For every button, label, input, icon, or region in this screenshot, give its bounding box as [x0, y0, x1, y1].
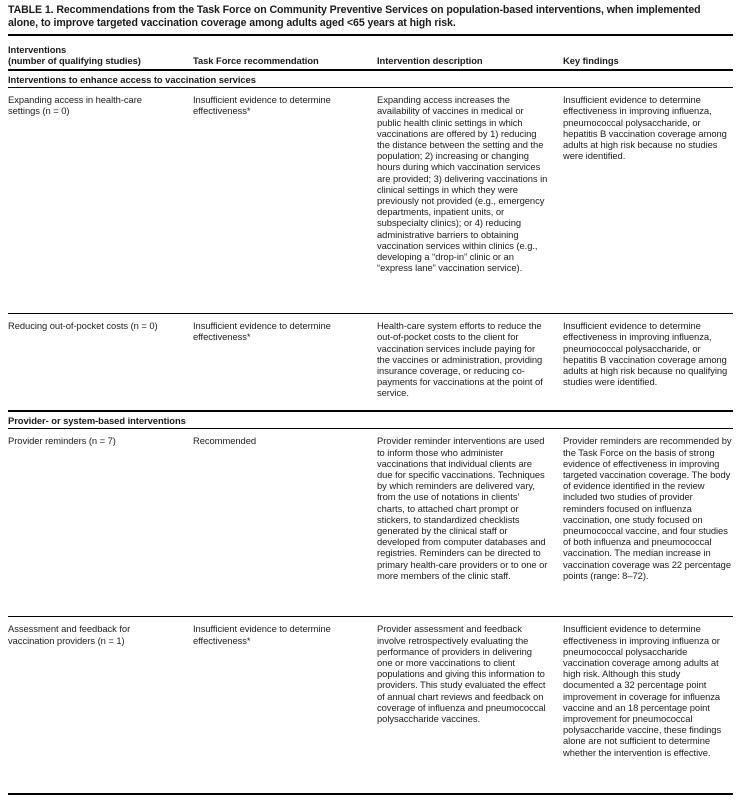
cell-description: Provider reminder interventions are used to inform those who administer vaccinations that individual clients are due for specific vaccinations. Techniques by which reminders are delivered vary, from the use of notations in clients’ charts, to attached chart prompt or stickers, to standardized checklists generated by the clinical staff or developed from computer databases and registries. Reminders can be directed to primary health-care providers or to one or more members of the clinic staff.	[377, 435, 548, 581]
table-row	[8, 88, 733, 313]
cell-description: Expanding access increases the availability of vaccines in medical or public health clinic settings in which vaccinations are offered by 1) reducing the distance between the setting and the population; 2) increasing or changing hours during which vaccination services are provided; 3) delivering vaccinations in clinical settings in which they were previously not provided (e.g., emergency departments, inpatient units, or subspecialty clinics); or 4) reducing administrative barriers to obtaining vaccination services within clinics (e.g., developing a “drop-in” clinic or an “express lane” vaccination service).	[377, 94, 548, 274]
cell-description: Provider assessment and feedback involve retrospectively evaluating the performance of providers in delivering one or more vaccinations to client populations and giving this information to providers. This study evaluated the effect of annual chart reviews and feedback on coverage of influenza and pneumococcal polysaccharide vaccines.	[377, 623, 546, 725]
column-header-line2: (number of qualifying studies)	[8, 54, 141, 66]
section-header-access: Interventions to enhance access to vaccination services	[8, 74, 256, 85]
section-header-provider: Provider- or system-based interventions	[8, 415, 186, 427]
column-header-interventions	[8, 44, 193, 66]
column-header-line1: Interventions	[8, 43, 67, 55]
column-header-key-findings: Key findings	[563, 54, 619, 66]
cell-intervention: Provider reminders (n = 7)	[8, 435, 116, 447]
divider	[8, 793, 733, 795]
cell-recommendation: Recommended	[193, 435, 257, 447]
table-row	[8, 429, 733, 616]
cell-key-findings: Insufficient evidence to determine effectiveness in improving influenza or pneumococcal polysaccharide vaccination coverage among adults at high risk. Although this study documented a 32 percentage point improvement in coverage for influenza vaccine and an 18 percentage point improvement for pneumococcal polysaccharide vaccine, these findings alone are not sufficient to determine whether the intervention is effective.	[563, 623, 722, 758]
table-row	[8, 617, 733, 793]
cell-recommendation: Insufficient evidence to determine effectiveness*	[193, 623, 331, 646]
cell-description: Health-care system efforts to reduce the out-of-pocket costs to the client for vaccination services include paying for the vaccines or administration, providing insurance coverage, or reducing co-payments for vaccinations at the point of service.	[377, 320, 543, 399]
cell-intervention: Assessment and feedback for vaccination providers (n = 1)	[8, 623, 131, 646]
table-title: TABLE 1. Recommendations from the Task Force on Community Preventive Services on population-based interventions, when implemented alone, to improve targeted vaccination coverage among adults aged <65 years at high risk.	[8, 4, 701, 29]
cell-key-findings: Insufficient evidence to determine effectiveness in improving influenza, pneumococcal polysaccharide, or hepatitis B vaccination coverage among adults at high risk because no studies were identified.	[563, 94, 727, 162]
cell-recommendation: Insufficient evidence to determine effectiveness*	[193, 94, 331, 117]
cell-key-findings: Provider reminders are recommended by the Task Force on the basis of strong evidence of effectiveness in improving targeted vaccination coverage. The body of evidence identified in the review included two studies of provider reminders focused on influenza vaccination, one study focused on pneumococcal vaccine, and four studies of both influenza and pneumococcal vaccination. The median increase in vaccination coverage was 22 percentage points (range: 8–72).	[563, 435, 732, 581]
column-header-row	[8, 36, 733, 69]
cell-key-findings: Insufficient evidence to determine effectiveness in improving influenza, pneumococcal polysaccharide, or hepatitis B vaccination coverage among adults at high risk because no qualifying studies were identified.	[563, 320, 728, 388]
cell-intervention: Expanding access in health-care settings (n = 0)	[8, 94, 142, 117]
cell-intervention: Reducing out-of-pocket costs (n = 0)	[8, 320, 158, 332]
column-header-intervention-description: Intervention description	[377, 54, 483, 66]
column-header-task-force-recommendation: Task Force recommendation	[193, 54, 319, 66]
table-row	[8, 314, 733, 410]
cell-recommendation: Insufficient evidence to determine effectiveness*	[193, 320, 331, 343]
